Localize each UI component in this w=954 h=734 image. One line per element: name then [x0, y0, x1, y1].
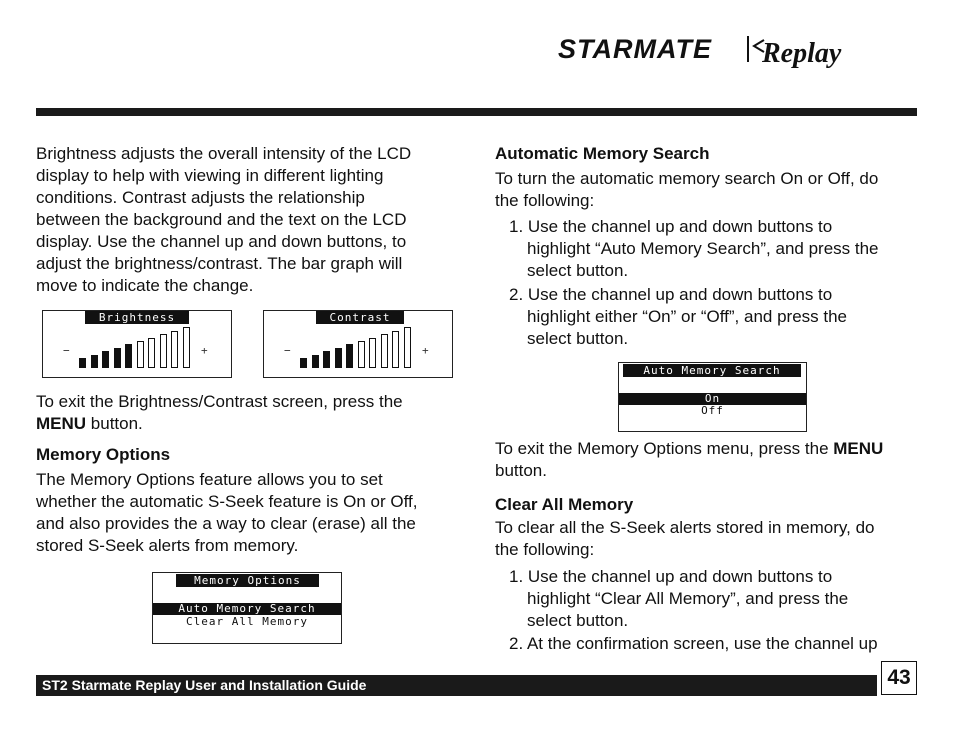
level-bar: [91, 355, 98, 368]
level-bar: [346, 344, 353, 368]
lcd-memory-options: [152, 572, 342, 644]
menu-button-label: MENU: [36, 414, 87, 433]
step-line: 1. Use the channel up and down buttons to: [509, 217, 833, 236]
step-line: highlight “Clear All Memory”, and press the: [527, 589, 849, 608]
exit-line: To exit the Brightness/Contrast screen, press the: [36, 392, 403, 411]
exit-rest: button.: [86, 414, 143, 433]
intro-line: move to indicate the change.: [36, 276, 254, 295]
footer-bar: [36, 675, 877, 696]
lcd-auto-title: Auto Memory Search: [623, 364, 801, 377]
menu-button-label: MENU: [833, 439, 884, 458]
starmate-replay-logo: [556, 30, 918, 74]
step-line: highlight “Auto Memory Search”, and press the: [527, 239, 879, 258]
lcd-row-on: On: [619, 393, 806, 405]
logo-text-replay: Replay: [762, 38, 842, 69]
clear-intro-line: the following:: [495, 540, 595, 559]
bar-graph-contrast: [300, 311, 420, 377]
intro-line: between the background and the text on the LCD: [36, 210, 407, 229]
clear-steps-list: [495, 566, 917, 655]
lcd-memory-title: Memory Options: [176, 574, 319, 587]
exit-memory-text: To exit the Memory Options menu, press the: [495, 439, 834, 458]
lcd-row-auto-memory-search: Auto Memory Search: [153, 603, 341, 615]
level-bar: [171, 331, 178, 368]
level-bar: [312, 355, 319, 368]
level-bar: [392, 331, 399, 368]
lcd-row-off: Off: [701, 404, 724, 417]
level-bar: [381, 334, 388, 368]
lcd-contrast-title: Contrast: [316, 311, 404, 324]
memory-options-heading: Memory Options: [36, 445, 171, 464]
memory-options-section: [36, 444, 456, 557]
intro-line: display. Use the channel up and down buttons, to: [36, 232, 407, 251]
level-bar: [358, 341, 365, 368]
intro-line: Brightness adjusts the overall intensity of the LCD: [36, 144, 412, 163]
clear-memory-heading: Clear All Memory: [495, 495, 634, 514]
page-number: 43: [881, 661, 917, 695]
step-line: 2. At the confirmation screen, use the channel up: [509, 634, 878, 653]
lcd-contrast: [263, 310, 453, 378]
clear-memory-section: [495, 494, 917, 655]
memory-line: stored S-Seek alerts from memory.: [36, 536, 299, 555]
auto-intro-line: the following:: [495, 191, 595, 210]
level-bar: [137, 341, 144, 368]
guide-title: ST2 Starmate Replay User and Installation Guide: [42, 677, 367, 693]
plus-icon: +: [422, 344, 429, 357]
auto-memory-heading: Automatic Memory Search: [495, 144, 710, 163]
lcd-brightness-title: Brightness: [85, 311, 189, 324]
level-bar: [79, 358, 86, 368]
intro-paragraph: [36, 143, 456, 297]
level-bar: [160, 334, 167, 368]
level-bar: [404, 327, 411, 368]
exit-brightness-paragraph: [36, 391, 456, 435]
plus-icon: +: [201, 344, 208, 357]
auto-steps-list: [495, 216, 917, 350]
logo-text-starmate: STARMATE: [558, 34, 712, 64]
level-bar: [335, 348, 342, 368]
exit-memory-rest: button.: [495, 461, 547, 480]
intro-line: display to help with viewing in different lighting: [36, 166, 384, 185]
step-line: select button.: [527, 261, 629, 280]
level-bar: [148, 338, 155, 368]
memory-line: and also provides the a way to clear (erase) all the: [36, 514, 416, 533]
level-bar: [125, 344, 132, 368]
step-line: select button.: [527, 329, 629, 348]
step-line: highlight either “On” or “Off”, and press the: [527, 307, 848, 326]
level-bar: [183, 327, 190, 368]
header-rule: [36, 108, 917, 116]
auto-intro-line: To turn the automatic memory search On or Off, do: [495, 169, 879, 188]
level-bar: [114, 348, 121, 368]
intro-line: conditions. Contrast adjusts the relationship: [36, 188, 365, 207]
exit-memory-paragraph: [495, 438, 917, 482]
step-line: select button.: [527, 611, 629, 630]
minus-icon: −: [63, 344, 70, 357]
lcd-brightness: [42, 310, 232, 378]
minus-icon: −: [284, 344, 291, 357]
lcd-auto-memory-search: [618, 362, 807, 432]
level-bar: [300, 358, 307, 368]
auto-memory-section: [495, 143, 917, 350]
level-bar: [102, 351, 109, 368]
memory-line: whether the automatic S-Seek feature is On or Off,: [36, 492, 418, 511]
clear-intro-line: To clear all the S-Seek alerts stored in memory, do: [495, 518, 875, 537]
bar-graph-brightness: [79, 311, 199, 377]
step-line: 2. Use the channel up and down buttons to: [509, 285, 833, 304]
lcd-row-clear-all-memory: Clear All Memory: [186, 615, 308, 628]
level-bar: [369, 338, 376, 368]
intro-line: adjust the brightness/contrast. The bar graph will: [36, 254, 403, 273]
level-bar: [323, 351, 330, 368]
step-line: 1. Use the channel up and down buttons to: [509, 567, 833, 586]
memory-line: The Memory Options feature allows you to set: [36, 470, 383, 489]
